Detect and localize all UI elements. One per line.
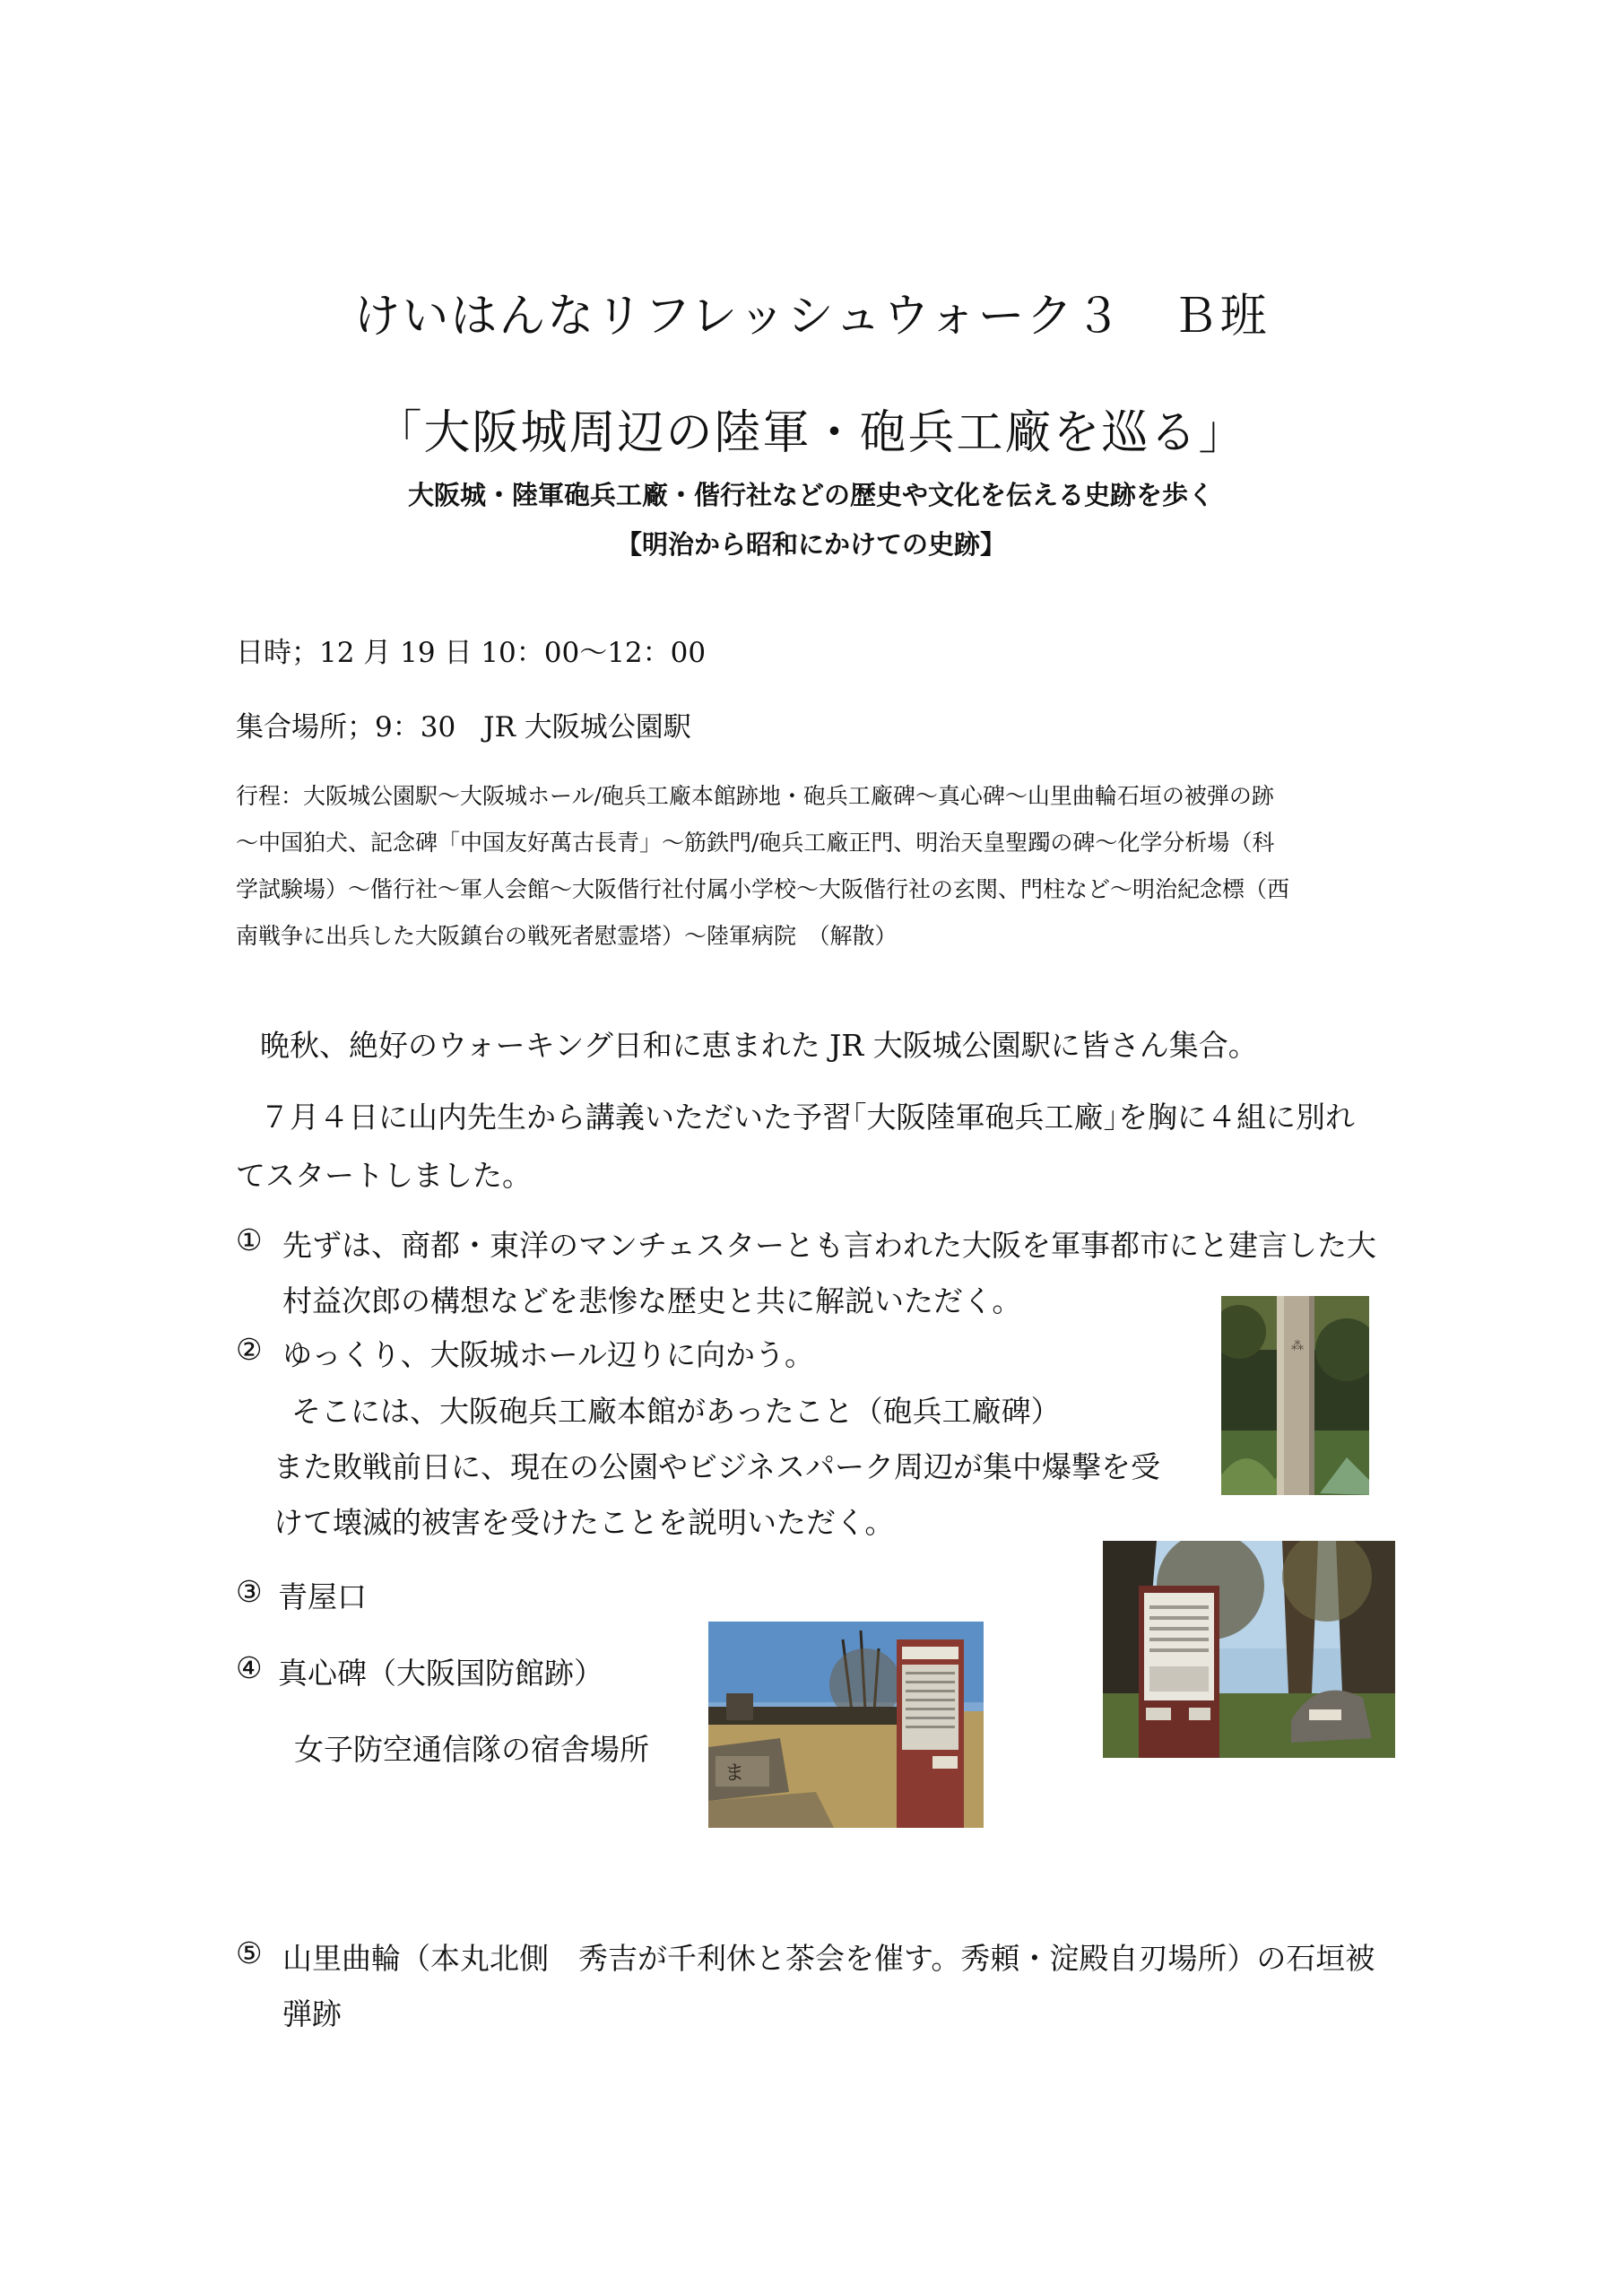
itinerary-line: 南戦争に出兵した大阪鎮台の戦死者慰霊塔）〜陸軍病院 （解散） xyxy=(236,923,898,949)
svg-text:ま: ま xyxy=(724,1762,745,1785)
item-5-line1: 山里曲輪（本丸北側 秀吉が千利休と茶会を催す。秀頼・淀殿自刃場所）の石垣被 xyxy=(282,1941,1375,1976)
item-2-line1: ゆっくり、大阪城ホール辺りに向かう。 xyxy=(282,1337,815,1372)
datetime: 日時；12 月 19 日 10：00〜12：00 xyxy=(236,637,707,669)
photo-park-signboard xyxy=(1103,1541,1395,1758)
photo-arsenal-monument xyxy=(1221,1296,1369,1495)
svg-text:⁂: ⁂ xyxy=(1291,1339,1304,1353)
document-title: けいはんなリフレッシュウォーク３ Ｂ班 xyxy=(353,290,1269,344)
subtitle-period: 【明治から昭和にかけての史跡】 xyxy=(615,529,1006,560)
paragraph-2-line2: てスタートしました。 xyxy=(236,1158,532,1193)
item-3-text: 青屋口 xyxy=(278,1579,367,1614)
main-title: 「大阪城周辺の陸軍・砲兵工廠を巡る」 xyxy=(375,406,1247,460)
paragraph-1: 晩秋、絶好のウォーキング日和に恵まれた JR 大阪城公園駅に皆さん集合。 xyxy=(260,1028,1258,1063)
itinerary-line: 学試験場）〜偕行社〜軍人会館〜大阪偕行社付属小学校〜大阪偕行社の玄関、門柱など〜明治紀念標（西 xyxy=(236,876,1290,902)
item-5-line2: 弾跡 xyxy=(282,1996,342,2031)
item-2-line4: けて壊滅的被害を受けたことを説明いただく。 xyxy=(273,1505,895,1540)
item-2-line3: また敗戦前日に、現在の公園やビジネスパーク周辺が集中爆撃を受 xyxy=(273,1449,1161,1484)
itinerary-line: 行程：大阪城公園駅〜大阪城ホール/砲兵工廠本館跡地・砲兵工廠碑〜真心碑〜山里曲輪石垣の被弾の跡 xyxy=(236,783,1274,809)
meeting-place: 集合場所；9：30 JR 大阪城公園駅 xyxy=(236,711,691,744)
item-1-number: ① xyxy=(236,1222,263,1257)
item-1-line1: 先ずは、商都・東洋のマンチェスターとも言われた大阪を軍事都市にと建言した大 xyxy=(282,1228,1377,1263)
item-2-line2: そこには、大阪砲兵工廠本館があったこと（砲兵工廠碑） xyxy=(291,1394,1061,1429)
item-3-number: ③ xyxy=(236,1574,263,1609)
subtitle: 大阪城・陸軍砲兵工廠・偕行社などの歴史や文化を伝える史跡を歩く xyxy=(407,480,1214,510)
item-4-subtext: 女子防空通信隊の宿舎場所 xyxy=(294,1732,649,1767)
photo-magokoro-monument xyxy=(708,1622,984,1828)
item-1-line2: 村益次郎の構想などを悲惨な歴史と共に解説いただく。 xyxy=(282,1283,1022,1318)
item-5-number: ⑤ xyxy=(236,1935,263,1970)
item-4-text: 真心碑（大阪国防館跡） xyxy=(278,1656,603,1691)
item-4-number: ④ xyxy=(236,1650,263,1685)
paragraph-2-line1: ７月４日に山内先生から講義いただいた予習｢大阪陸軍砲兵工廠｣を胸に４組に別れ xyxy=(260,1100,1355,1135)
itinerary-line: 〜中国狛犬、記念碑「中国友好萬古長青」〜筋鉄門/砲兵工廠正門、明治天皇聖躅の碑〜化学分析場（科 xyxy=(236,830,1275,856)
item-2-number: ② xyxy=(236,1332,263,1367)
